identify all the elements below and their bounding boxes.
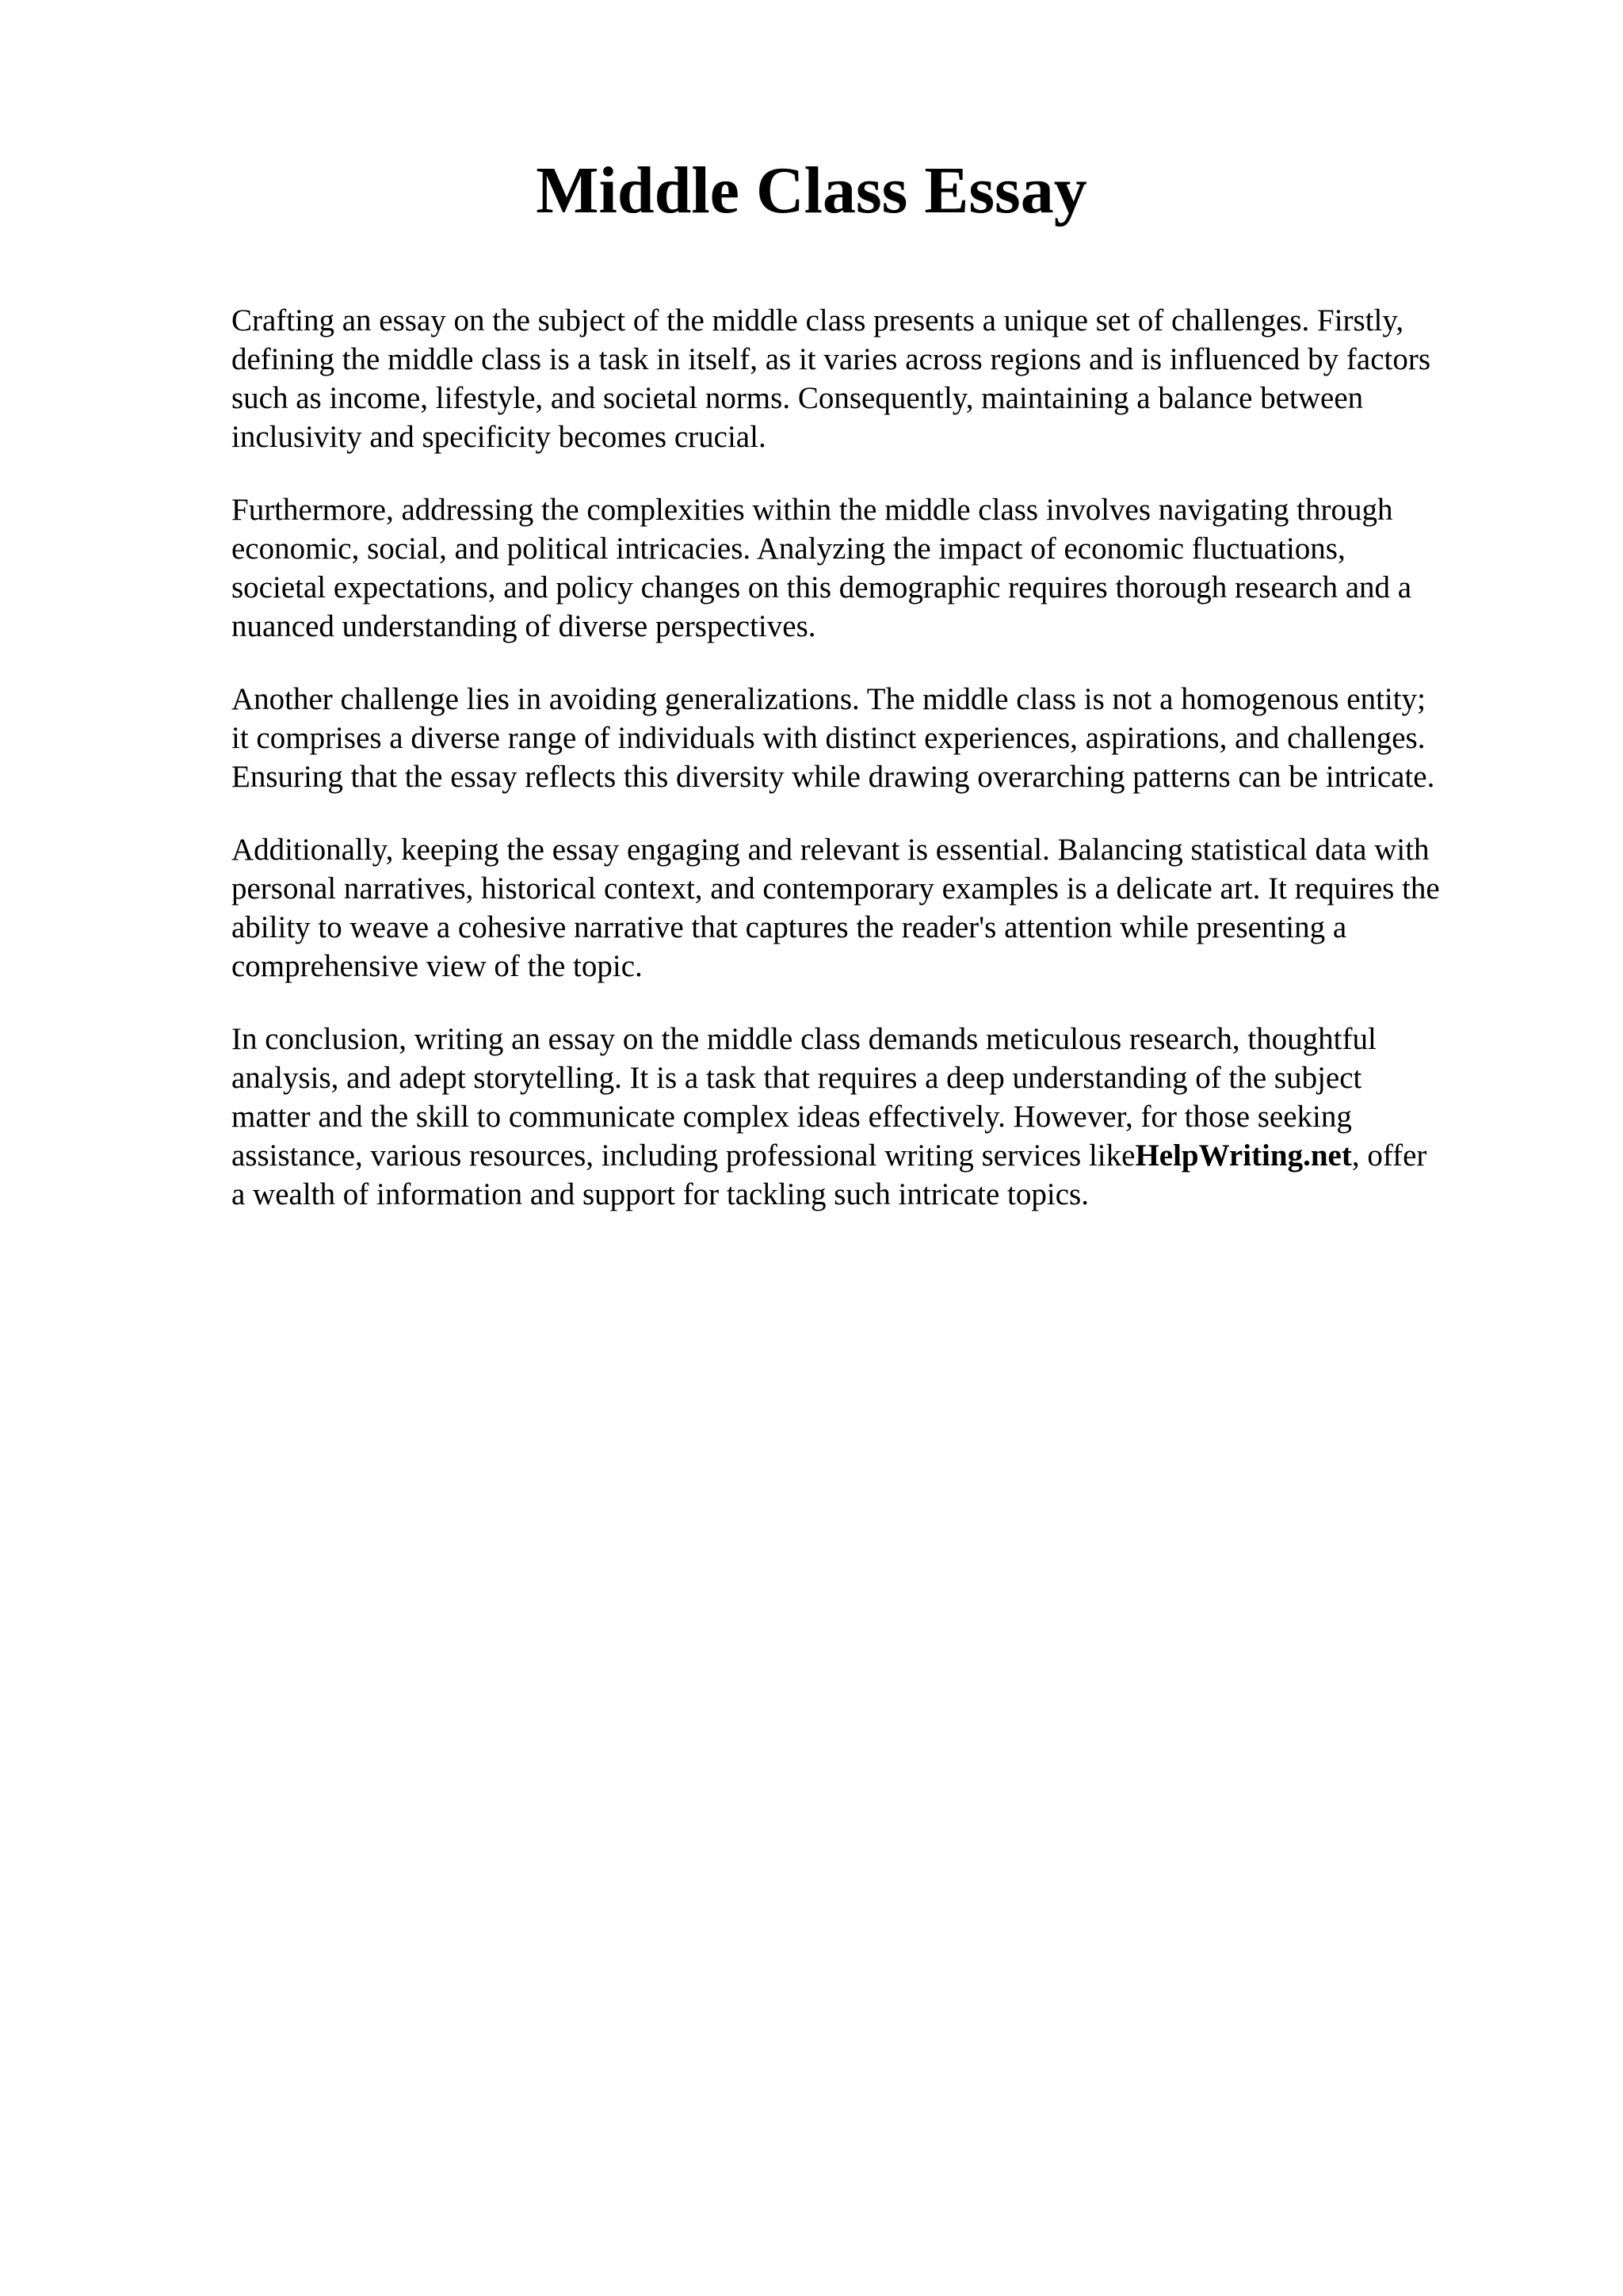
text-line: a wealth of information and support for tackling such intricate topics.	[231, 1177, 1089, 1211]
paragraph-1	[231, 301, 1531, 456]
text-line-with-link	[231, 1136, 1531, 1175]
text-line: analysis, and adept storytelling. It is a task that requires a deep understanding of the subject	[231, 1061, 1362, 1095]
text-line: personal narratives, historical context, and contemporary examples is a delicate art. It requires the	[231, 871, 1440, 906]
text-line: Another challenge lies in avoiding generalizations. The middle class is not a homogenous entity;	[231, 682, 1426, 716]
text-line: economic, social, and political intricacies. Analyzing the impact of economic fluctuations,	[231, 532, 1346, 566]
text-line: Crafting an essay on the subject of the middle class presents a unique set of challenges. Firstly,	[231, 303, 1404, 338]
page-title: Middle Class Essay	[536, 154, 1087, 227]
text-line: Ensuring that the essay reflects this diversity while drawing overarching patterns can be intricate.	[231, 760, 1435, 794]
text-before-link: assistance, various resources, including professional writing services like	[231, 1138, 1136, 1173]
text-line: it comprises a diverse range of individuals with distinct experiences, aspirations, and challenges.	[231, 721, 1426, 755]
paragraph-3	[231, 680, 1531, 796]
paragraph-2	[231, 490, 1531, 646]
text-line: defining the middle class is a task in itself, as it varies across regions and is influenced by factors	[231, 342, 1431, 376]
text-line: Furthermore, addressing the complexities within the middle class involves navigating through	[231, 493, 1393, 527]
text-line: societal expectations, and policy changes on this demographic requires thorough research and a	[231, 570, 1412, 605]
text-line: Additionally, keeping the essay engaging and relevant is essential. Balancing statistical data with	[231, 833, 1430, 867]
text-line: inclusivity and specificity becomes crucial.	[231, 420, 766, 454]
essay-body	[231, 301, 1531, 1248]
helpwriting-link[interactable]: HelpWriting.net	[1135, 1138, 1352, 1173]
text-after-link: , offer	[1351, 1138, 1427, 1173]
text-line: matter and the skill to communicate complex ideas effectively. However, for those seeking	[231, 1100, 1352, 1134]
text-line: nuanced understanding of diverse perspectives.	[231, 609, 816, 643]
paragraph-4	[231, 830, 1531, 986]
text-line: ability to weave a cohesive narrative that captures the reader's attention while presenting a	[231, 910, 1347, 944]
text-line: In conclusion, writing an essay on the middle class demands meticulous research, thoughtful	[231, 1022, 1377, 1056]
text-line: such as income, lifestyle, and societal norms. Consequently, maintaining a balance between	[231, 381, 1364, 415]
paragraph-5	[231, 1020, 1531, 1214]
text-line: comprehensive view of the topic.	[231, 949, 643, 983]
